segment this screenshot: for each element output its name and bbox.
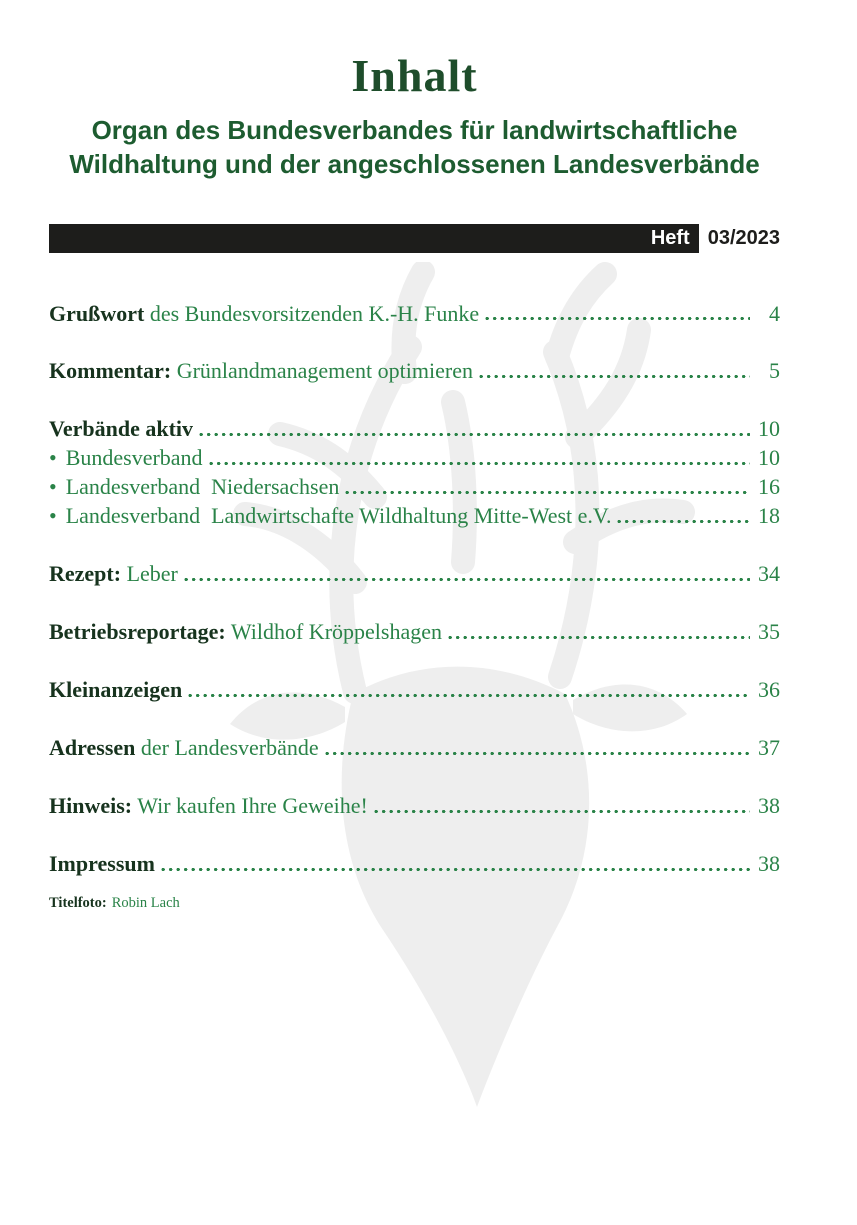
toc-entry [49,619,780,645]
toc-entry-text: Landesverband Niedersachsen [65,474,340,500]
cover-photo-credit [49,895,780,912]
dot-leader [485,316,750,321]
toc-entry-page: 35 [758,619,780,645]
toc-entry-title: Impressum [49,851,155,876]
toc-entry [49,735,780,761]
toc-entry-title: Kleinanzeigen [49,677,183,703]
toc-entry-title: Hinweis: [49,793,133,819]
toc-entry-page: 36 [758,677,780,703]
toc-entry [49,301,780,327]
page-content [0,50,857,912]
dot-leader [448,635,750,640]
dot-leader [184,577,750,582]
cover-photo-credit-label: Titelfoto: [49,894,107,911]
toc-entry [49,474,780,500]
toc-entry-title: Adressen [49,735,136,761]
toc-entry-text: Wildhof Kröppelshagen [225,619,442,645]
toc-entry-text: der Landesverbände [135,735,319,761]
bullet-icon: • [49,445,57,471]
toc-entry-page: 16 [758,474,780,500]
toc-entry-text: des Bundesvorsitzenden K.-H. Funke [144,300,480,326]
toc-entry-page: 38 [758,851,780,876]
toc-entry [49,561,780,587]
dot-leader [617,519,750,524]
issue-number: 03/2023 [707,226,780,249]
dot-leader [325,751,750,756]
dot-leader [479,374,750,379]
page-title: Inhalt [351,50,478,101]
toc-entry [49,358,780,384]
issue-bar [49,224,699,253]
toc-entry-page: 5 [769,358,780,384]
toc-entry [49,851,780,877]
toc-entry-page: 10 [758,416,780,442]
toc-entry [49,416,780,442]
toc-entry-page: 18 [758,503,780,529]
toc-entry [49,793,780,819]
toc-entry-text: Grünlandmanagement optimieren [171,358,473,384]
toc-entry [49,503,780,529]
toc-entry-text: Bundesverband [65,445,203,471]
dot-leader [161,867,750,872]
cover-photo-credit-name: Robin Lach [111,894,180,911]
toc-entry-text: Leber [121,561,178,587]
toc-entry-page: 34 [758,561,780,587]
toc-entry-text: Landesverband Landwirtschafte Wildhaltung Mitte-West e.V. [65,503,612,529]
dot-leader [188,693,750,698]
toc-entry-title: Rezept: [49,561,122,587]
toc-entry-page: 4 [769,300,780,326]
toc-entry-title: Betriebsreportage: [49,619,226,645]
toc-entry [49,445,780,471]
toc-entry-title: Verbände aktiv [49,416,194,442]
toc-entry-text: Wir kaufen Ihre Geweihe! [132,793,368,819]
toc-list [49,301,780,877]
issue-row [49,224,780,253]
dot-leader [209,461,750,466]
toc-entry-title: Grußwort [49,300,145,326]
subtitle-line-2: Wildhaltung und der angeschlossenen Landesverbände [69,149,760,180]
toc-entry-page: 38 [758,793,780,819]
bullet-icon: • [49,474,57,500]
bullet-icon: • [49,503,57,529]
toc-entry-page: 10 [758,445,780,471]
issue-label: Heft [650,226,690,249]
subtitle-line-1: Organ des Bundesverbandes für landwirtschaftliche [91,114,738,145]
toc-entry [49,677,780,703]
dot-leader [345,490,750,495]
toc-entry-title: Kommentar: [49,358,172,384]
dot-leader [199,432,750,437]
toc-entry-page: 37 [758,735,780,761]
page-subtitle [49,113,780,182]
dot-leader [374,809,750,814]
